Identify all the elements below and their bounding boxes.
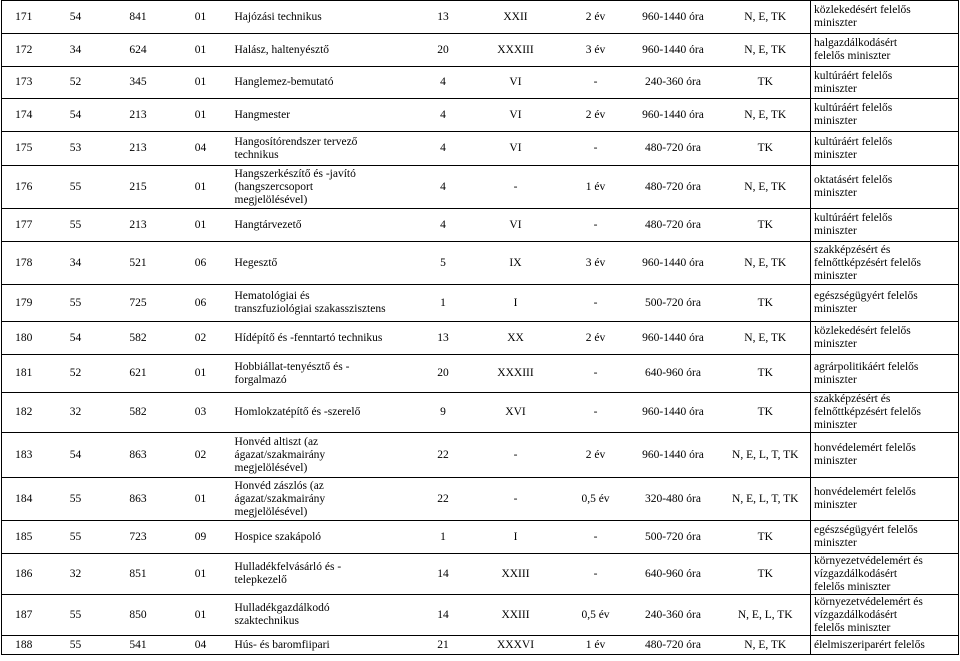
code-part-1-cell: 55 bbox=[46, 478, 106, 521]
minister-cell: kultúráért felelős miniszter bbox=[811, 132, 959, 166]
code-part-3-cell: 09 bbox=[171, 521, 231, 554]
minister-cell: élelmiszeriparért felelős bbox=[811, 636, 959, 655]
duration-cell: - bbox=[566, 209, 626, 242]
sector-number-cell: 4 bbox=[421, 209, 466, 242]
minister-cell: egészségügyért felelős miniszter bbox=[811, 285, 959, 322]
hours-cell: 480-720 óra bbox=[626, 209, 721, 242]
minister-cell: halgazdálkodásért felelős miniszter bbox=[811, 34, 959, 67]
level-cell: VI bbox=[466, 132, 566, 166]
code-part-2-cell: 621 bbox=[106, 355, 171, 393]
code-part-2-cell: 213 bbox=[106, 209, 171, 242]
code-part-3-cell: 03 bbox=[171, 393, 231, 433]
hours-cell: 960-1440 óra bbox=[626, 1, 721, 34]
code-part-2-cell: 725 bbox=[106, 285, 171, 322]
forms-cell: N, E, L, T, TK bbox=[721, 433, 811, 478]
row-number-cell: 173 bbox=[2, 67, 46, 99]
hours-cell: 960-1440 óra bbox=[626, 322, 721, 355]
forms-cell: TK bbox=[721, 209, 811, 242]
code-part-2-cell: 582 bbox=[106, 322, 171, 355]
sector-number-cell: 21 bbox=[421, 636, 466, 655]
level-cell: VI bbox=[466, 67, 566, 99]
sector-number-cell: 22 bbox=[421, 478, 466, 521]
sector-number-cell: 20 bbox=[421, 34, 466, 67]
code-part-3-cell: 06 bbox=[171, 285, 231, 322]
sector-number-cell: 22 bbox=[421, 433, 466, 478]
hours-cell: 960-1440 óra bbox=[626, 393, 721, 433]
code-part-2-cell: 851 bbox=[106, 554, 171, 595]
forms-cell: TK bbox=[721, 355, 811, 393]
code-part-1-cell: 54 bbox=[46, 1, 106, 34]
level-cell: VI bbox=[466, 209, 566, 242]
duration-cell: - bbox=[566, 554, 626, 595]
table-row bbox=[2, 393, 959, 433]
level-cell: XXXIII bbox=[466, 34, 566, 67]
duration-cell: - bbox=[566, 285, 626, 322]
row-number-cell: 182 bbox=[2, 393, 46, 433]
duration-cell: 3 év bbox=[566, 34, 626, 67]
qualification-name-cell: Hulladékgazdálkodó szaktechnikus bbox=[231, 595, 421, 636]
qualification-name-cell: Hegesztő bbox=[231, 242, 421, 285]
code-part-2-cell: 582 bbox=[106, 393, 171, 433]
level-cell: XXXVI bbox=[466, 636, 566, 655]
qualification-name-cell: Hospice szakápoló bbox=[231, 521, 421, 554]
sector-number-cell: 13 bbox=[421, 1, 466, 34]
hours-cell: 480-720 óra bbox=[626, 166, 721, 209]
table-row bbox=[2, 209, 959, 242]
sector-number-cell: 13 bbox=[421, 322, 466, 355]
minister-cell: agrárpolitikáért felelős miniszter bbox=[811, 355, 959, 393]
code-part-1-cell: 52 bbox=[46, 355, 106, 393]
row-number-cell: 188 bbox=[2, 636, 46, 655]
table-row bbox=[2, 636, 959, 655]
code-part-3-cell: 01 bbox=[171, 1, 231, 34]
forms-cell: TK bbox=[721, 521, 811, 554]
forms-cell: N, E, TK bbox=[721, 636, 811, 655]
sector-number-cell: 14 bbox=[421, 595, 466, 636]
hours-cell: 960-1440 óra bbox=[626, 34, 721, 67]
hours-cell: 640-960 óra bbox=[626, 355, 721, 393]
table-row bbox=[2, 1, 959, 34]
level-cell: XXII bbox=[466, 1, 566, 34]
table-row bbox=[2, 285, 959, 322]
duration-cell: 0,5 év bbox=[566, 478, 626, 521]
code-part-1-cell: 55 bbox=[46, 636, 106, 655]
minister-cell: közlekedésért felelős miniszter bbox=[811, 322, 959, 355]
row-number-cell: 176 bbox=[2, 166, 46, 209]
duration-cell: 1 év bbox=[566, 166, 626, 209]
forms-cell: TK bbox=[721, 554, 811, 595]
table-row bbox=[2, 322, 959, 355]
sector-number-cell: 4 bbox=[421, 99, 466, 132]
sector-number-cell: 9 bbox=[421, 393, 466, 433]
minister-cell: honvédelemért felelős miniszter bbox=[811, 433, 959, 478]
table-row bbox=[2, 521, 959, 554]
row-number-cell: 181 bbox=[2, 355, 46, 393]
sector-number-cell: 1 bbox=[421, 521, 466, 554]
duration-cell: 2 év bbox=[566, 433, 626, 478]
qualification-name-cell: Hídépítő és -fenntartó technikus bbox=[231, 322, 421, 355]
row-number-cell: 171 bbox=[2, 1, 46, 34]
code-part-2-cell: 541 bbox=[106, 636, 171, 655]
code-part-3-cell: 06 bbox=[171, 242, 231, 285]
minister-cell: honvédelemért felelős miniszter bbox=[811, 478, 959, 521]
code-part-1-cell: 53 bbox=[46, 132, 106, 166]
table-row bbox=[2, 355, 959, 393]
sector-number-cell: 1 bbox=[421, 285, 466, 322]
qualification-name-cell: Honvéd zászlós (az ágazat/szakmairány megjelölésével) bbox=[231, 478, 421, 521]
duration-cell: - bbox=[566, 132, 626, 166]
forms-cell: N, E, L, T, TK bbox=[721, 478, 811, 521]
duration-cell: 1 év bbox=[566, 636, 626, 655]
code-part-3-cell: 04 bbox=[171, 132, 231, 166]
code-part-2-cell: 624 bbox=[106, 34, 171, 67]
level-cell: VI bbox=[466, 99, 566, 132]
qualification-name-cell: Hangtárvezető bbox=[231, 209, 421, 242]
code-part-3-cell: 01 bbox=[171, 209, 231, 242]
duration-cell: 2 év bbox=[566, 1, 626, 34]
level-cell: XXXIII bbox=[466, 355, 566, 393]
duration-cell: - bbox=[566, 393, 626, 433]
forms-cell: N, E, TK bbox=[721, 322, 811, 355]
table-row bbox=[2, 554, 959, 595]
row-number-cell: 187 bbox=[2, 595, 46, 636]
code-part-2-cell: 723 bbox=[106, 521, 171, 554]
duration-cell: - bbox=[566, 355, 626, 393]
duration-cell: - bbox=[566, 521, 626, 554]
row-number-cell: 175 bbox=[2, 132, 46, 166]
qualification-name-cell: Hobbiállat-tenyésztő és - forgalmazó bbox=[231, 355, 421, 393]
qualification-name-cell: Hajózási technikus bbox=[231, 1, 421, 34]
code-part-1-cell: 55 bbox=[46, 285, 106, 322]
code-part-1-cell: 52 bbox=[46, 67, 106, 99]
table-row bbox=[2, 99, 959, 132]
table-row bbox=[2, 34, 959, 67]
code-part-2-cell: 850 bbox=[106, 595, 171, 636]
qualification-name-cell: Hús- és baromfiipari bbox=[231, 636, 421, 655]
hours-cell: 500-720 óra bbox=[626, 285, 721, 322]
hours-cell: 240-360 óra bbox=[626, 595, 721, 636]
sector-number-cell: 4 bbox=[421, 166, 466, 209]
code-part-1-cell: 54 bbox=[46, 433, 106, 478]
row-number-cell: 178 bbox=[2, 242, 46, 285]
table-row bbox=[2, 478, 959, 521]
qualification-name-cell: Halász, haltenyésztő bbox=[231, 34, 421, 67]
level-cell: XX bbox=[466, 322, 566, 355]
code-part-1-cell: 55 bbox=[46, 595, 106, 636]
code-part-1-cell: 55 bbox=[46, 521, 106, 554]
level-cell: XXIII bbox=[466, 595, 566, 636]
minister-cell: szakképzésért és felnőttképzésért felelős miniszter bbox=[811, 242, 959, 285]
minister-cell: közlekedésért felelős miniszter bbox=[811, 1, 959, 34]
qualification-name-cell: Hulladékfelvásárló és - telepkezelő bbox=[231, 554, 421, 595]
code-part-1-cell: 32 bbox=[46, 393, 106, 433]
table-row bbox=[2, 132, 959, 166]
code-part-3-cell: 01 bbox=[171, 595, 231, 636]
code-part-3-cell: 02 bbox=[171, 322, 231, 355]
table-row bbox=[2, 242, 959, 285]
duration-cell: 0,5 év bbox=[566, 595, 626, 636]
code-part-3-cell: 02 bbox=[171, 433, 231, 478]
forms-cell: N, E, TK bbox=[721, 242, 811, 285]
hours-cell: 960-1440 óra bbox=[626, 433, 721, 478]
duration-cell: 2 év bbox=[566, 322, 626, 355]
minister-cell: környezetvédelemért és vízgazdálkodásért felelős miniszter bbox=[811, 595, 959, 636]
sector-number-cell: 20 bbox=[421, 355, 466, 393]
row-number-cell: 177 bbox=[2, 209, 46, 242]
duration-cell: - bbox=[566, 67, 626, 99]
code-part-1-cell: 54 bbox=[46, 99, 106, 132]
table-row bbox=[2, 595, 959, 636]
code-part-3-cell: 01 bbox=[171, 99, 231, 132]
minister-cell: környezetvédelemért és vízgazdálkodásért felelős miniszter bbox=[811, 554, 959, 595]
code-part-3-cell: 01 bbox=[171, 166, 231, 209]
code-part-1-cell: 32 bbox=[46, 554, 106, 595]
row-number-cell: 179 bbox=[2, 285, 46, 322]
row-number-cell: 183 bbox=[2, 433, 46, 478]
qualification-name-cell: Hangmester bbox=[231, 99, 421, 132]
code-part-3-cell: 01 bbox=[171, 478, 231, 521]
minister-cell: egészségügyért felelős miniszter bbox=[811, 521, 959, 554]
row-number-cell: 184 bbox=[2, 478, 46, 521]
qualification-table bbox=[1, 0, 959, 655]
code-part-2-cell: 213 bbox=[106, 99, 171, 132]
code-part-3-cell: 01 bbox=[171, 67, 231, 99]
duration-cell: 2 év bbox=[566, 99, 626, 132]
forms-cell: TK bbox=[721, 132, 811, 166]
level-cell: I bbox=[466, 521, 566, 554]
qualification-name-cell: Hangszerkészítő és -javító (hangszercsoport megjelölésével) bbox=[231, 166, 421, 209]
sector-number-cell: 4 bbox=[421, 132, 466, 166]
table-row bbox=[2, 166, 959, 209]
code-part-2-cell: 215 bbox=[106, 166, 171, 209]
hours-cell: 480-720 óra bbox=[626, 132, 721, 166]
sector-number-cell: 14 bbox=[421, 554, 466, 595]
row-number-cell: 172 bbox=[2, 34, 46, 67]
minister-cell: kultúráért felelős miniszter bbox=[811, 99, 959, 132]
minister-cell: kultúráért felelős miniszter bbox=[811, 209, 959, 242]
level-cell: IX bbox=[466, 242, 566, 285]
code-part-3-cell: 01 bbox=[171, 355, 231, 393]
hours-cell: 960-1440 óra bbox=[626, 242, 721, 285]
qualification-name-cell: Hanglemez-bemutató bbox=[231, 67, 421, 99]
code-part-1-cell: 34 bbox=[46, 34, 106, 67]
forms-cell: TK bbox=[721, 67, 811, 99]
table-row bbox=[2, 67, 959, 99]
code-part-2-cell: 841 bbox=[106, 1, 171, 34]
code-part-1-cell: 55 bbox=[46, 209, 106, 242]
duration-cell: 3 év bbox=[566, 242, 626, 285]
minister-cell: kultúráért felelős miniszter bbox=[811, 67, 959, 99]
forms-cell: N, E, TK bbox=[721, 166, 811, 209]
code-part-1-cell: 55 bbox=[46, 166, 106, 209]
hours-cell: 240-360 óra bbox=[626, 67, 721, 99]
hours-cell: 480-720 óra bbox=[626, 636, 721, 655]
forms-cell: N, E, TK bbox=[721, 1, 811, 34]
code-part-2-cell: 863 bbox=[106, 478, 171, 521]
row-number-cell: 185 bbox=[2, 521, 46, 554]
hours-cell: 960-1440 óra bbox=[626, 99, 721, 132]
code-part-3-cell: 04 bbox=[171, 636, 231, 655]
forms-cell: TK bbox=[721, 393, 811, 433]
code-part-3-cell: 01 bbox=[171, 554, 231, 595]
forms-cell: N, E, L, TK bbox=[721, 595, 811, 636]
forms-cell: TK bbox=[721, 285, 811, 322]
code-part-2-cell: 345 bbox=[106, 67, 171, 99]
code-part-2-cell: 213 bbox=[106, 132, 171, 166]
minister-cell: szakképzésért és felnőttképzésért felelős miniszter bbox=[811, 393, 959, 433]
code-part-1-cell: 34 bbox=[46, 242, 106, 285]
level-cell: XXIII bbox=[466, 554, 566, 595]
qualification-name-cell: Hangosítórendszer tervező technikus bbox=[231, 132, 421, 166]
hours-cell: 320-480 óra bbox=[626, 478, 721, 521]
table-row bbox=[2, 433, 959, 478]
hours-cell: 500-720 óra bbox=[626, 521, 721, 554]
forms-cell: N, E, TK bbox=[721, 34, 811, 67]
qualification-name-cell: Hematológiai és transzfuziológiai szakasszisztens bbox=[231, 285, 421, 322]
code-part-2-cell: 521 bbox=[106, 242, 171, 285]
level-cell: - bbox=[466, 433, 566, 478]
qualification-name-cell: Homlokzatépítő és -szerelő bbox=[231, 393, 421, 433]
qualification-name-cell: Honvéd altiszt (az ágazat/szakmairány megjelölésével) bbox=[231, 433, 421, 478]
row-number-cell: 186 bbox=[2, 554, 46, 595]
row-number-cell: 180 bbox=[2, 322, 46, 355]
level-cell: - bbox=[466, 478, 566, 521]
code-part-1-cell: 54 bbox=[46, 322, 106, 355]
sector-number-cell: 5 bbox=[421, 242, 466, 285]
code-part-3-cell: 01 bbox=[171, 34, 231, 67]
level-cell: - bbox=[466, 166, 566, 209]
level-cell: XVI bbox=[466, 393, 566, 433]
level-cell: I bbox=[466, 285, 566, 322]
sector-number-cell: 4 bbox=[421, 67, 466, 99]
row-number-cell: 174 bbox=[2, 99, 46, 132]
forms-cell: N, E, TK bbox=[721, 99, 811, 132]
hours-cell: 640-960 óra bbox=[626, 554, 721, 595]
minister-cell: oktatásért felelős miniszter bbox=[811, 166, 959, 209]
code-part-2-cell: 863 bbox=[106, 433, 171, 478]
